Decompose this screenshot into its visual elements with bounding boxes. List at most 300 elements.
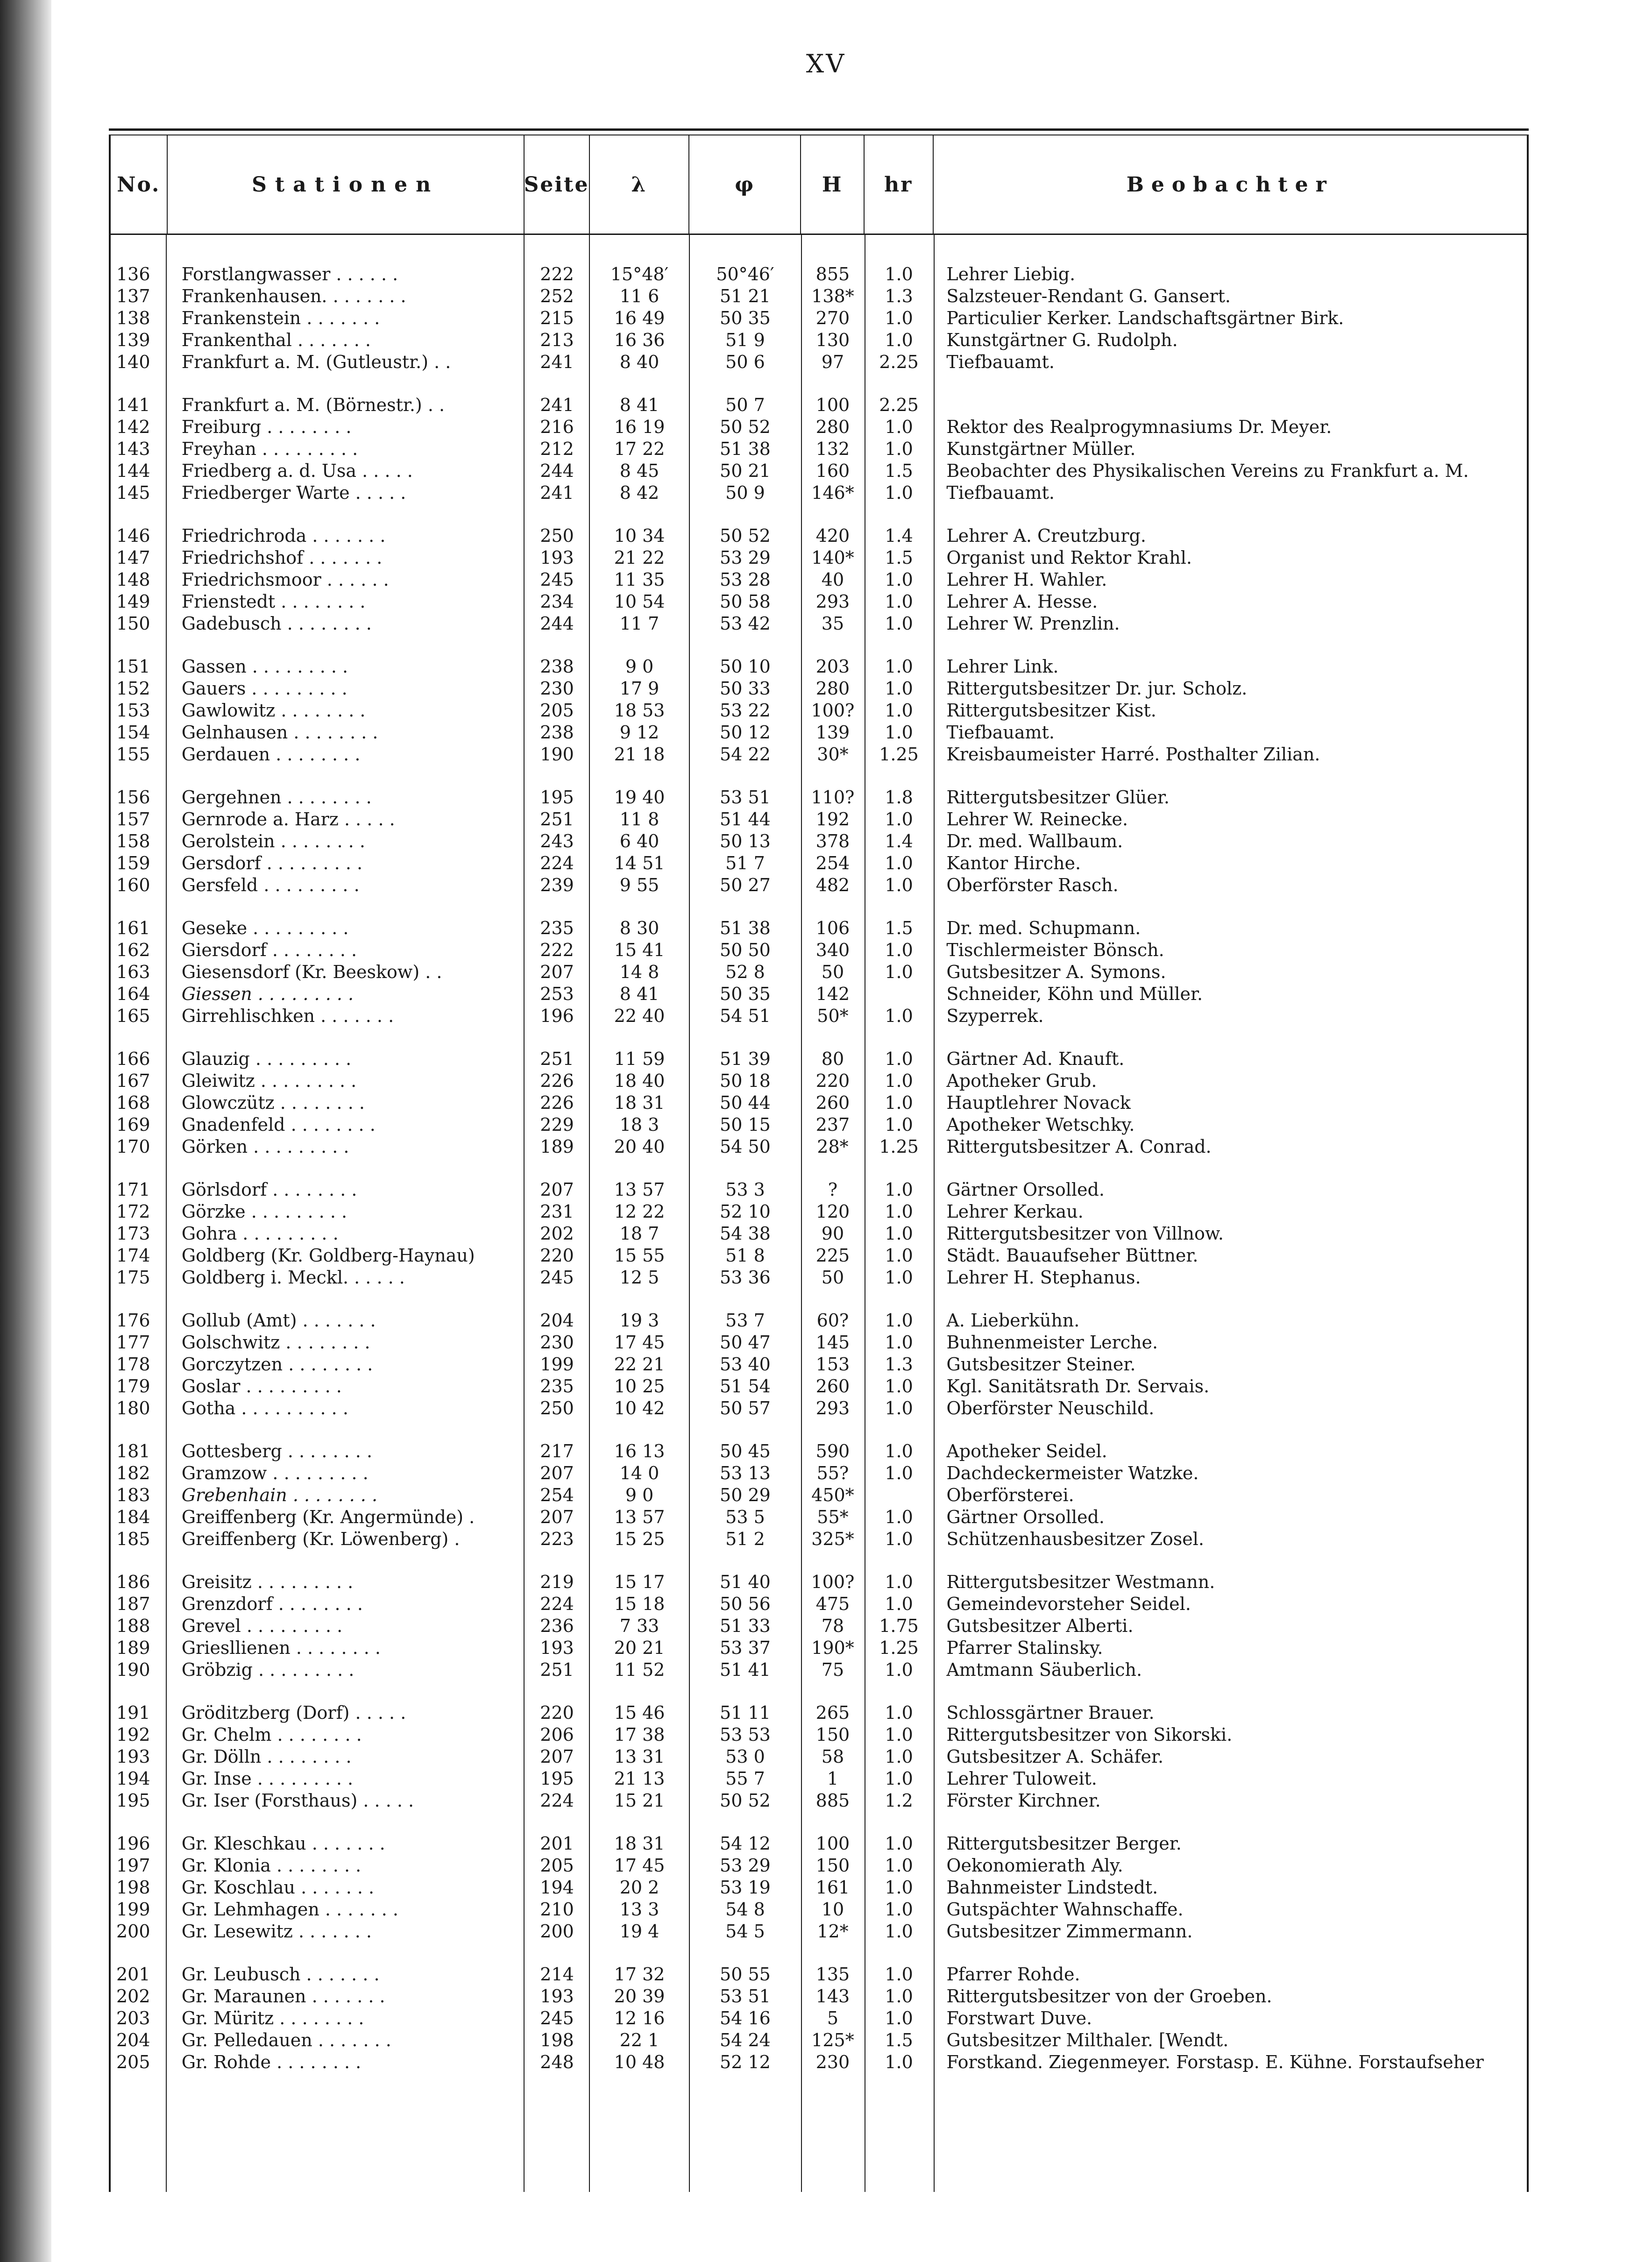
page-ref: 243	[540, 830, 574, 851]
table-row	[111, 525, 1527, 546]
height: 146*	[811, 482, 854, 503]
longitude: 13 57	[614, 1179, 665, 1200]
table-row	[111, 1593, 1527, 1615]
height: 110?	[811, 787, 855, 808]
rain-gauge-height: 1.0	[885, 1571, 913, 1592]
longitude: 22 40	[614, 1005, 665, 1026]
height: 293	[815, 1397, 850, 1418]
height: 100?	[811, 700, 855, 721]
height: 280	[815, 416, 850, 437]
row-number: 163	[116, 961, 150, 982]
observer: Gärtner Ad. Knauft.	[946, 1048, 1125, 1069]
row-number: 137	[116, 285, 150, 306]
rain-gauge-height: 1.0	[885, 939, 913, 960]
height: 30*	[817, 744, 849, 765]
longitude: 12 5	[619, 1267, 659, 1288]
row-number: 143	[116, 438, 150, 459]
height: 855	[815, 263, 850, 284]
latitude: 51 11	[720, 1702, 771, 1723]
longitude: 21 13	[614, 1768, 665, 1789]
row-number: 158	[116, 830, 150, 851]
latitude: 50 52	[720, 525, 771, 546]
height: 132	[815, 438, 850, 459]
row-group	[111, 1832, 1527, 1942]
table-row	[111, 1963, 1527, 1985]
longitude: 16 49	[614, 307, 665, 328]
observer: Organist und Rektor Krahl.	[946, 547, 1192, 568]
rain-gauge-height: 1.0	[885, 808, 913, 830]
row-group	[111, 1309, 1527, 1419]
page-ref: 235	[540, 1376, 574, 1397]
longitude: 9 0	[625, 1484, 654, 1505]
rain-gauge-height: 1.0	[885, 1702, 913, 1723]
rain-gauge-height: 1.0	[885, 329, 913, 350]
station-name: Griesllienen . . . . . . . .	[181, 1637, 381, 1658]
row-number: 177	[116, 1332, 150, 1353]
page-ref: 199	[540, 1354, 574, 1375]
table-row	[111, 590, 1527, 612]
observer: Gutspächter Wahnschaffe.	[946, 1899, 1184, 1920]
latitude: 51 21	[720, 285, 771, 306]
observer: Lehrer Tuloweit.	[946, 1768, 1097, 1789]
page-ref: 194	[540, 1877, 574, 1898]
observer: Lehrer Liebig.	[946, 263, 1076, 284]
rain-gauge-height: 1.25	[879, 1136, 919, 1157]
rain-gauge-height: 2.25	[879, 351, 919, 372]
height: 100?	[811, 1571, 855, 1592]
rain-gauge-height: 1.0	[885, 722, 913, 743]
page-ref: 220	[540, 1702, 574, 1723]
latitude: 50 29	[720, 1484, 771, 1505]
observer: Lehrer W. Prenzlin.	[946, 613, 1120, 634]
page-ref: 216	[540, 416, 574, 437]
row-number: 161	[116, 917, 150, 938]
station-name: Gr. Leubusch . . . . . . .	[181, 1964, 380, 1985]
row-number: 159	[116, 852, 150, 873]
rain-gauge-height: 1.0	[885, 656, 913, 677]
table-row	[111, 1854, 1527, 1876]
height: 135	[815, 1964, 850, 1985]
rain-gauge-height: 1.0	[885, 1332, 913, 1353]
table-row	[111, 546, 1527, 568]
latitude: 54 16	[720, 2007, 771, 2028]
table-row	[111, 1375, 1527, 1397]
latitude: 53 19	[720, 1877, 771, 1898]
column-divider	[524, 235, 525, 2192]
longitude: 18 40	[614, 1070, 665, 1091]
table-row	[111, 1876, 1527, 1898]
station-name: Friedberger Warte . . . . .	[181, 482, 406, 503]
row-number: 202	[116, 1985, 150, 2007]
page-ref: 226	[540, 1092, 574, 1113]
longitude: 12 22	[614, 1201, 665, 1222]
row-number: 195	[116, 1790, 150, 1811]
longitude: 17 45	[614, 1855, 665, 1876]
table-row	[111, 263, 1527, 285]
observer: Gutsbesitzer A. Symons.	[946, 961, 1166, 982]
rain-gauge-height: 1.4	[885, 525, 913, 546]
station-name: Frienstedt . . . . . . . .	[181, 591, 366, 612]
latitude: 54 22	[720, 744, 771, 765]
table-row	[111, 1702, 1527, 1723]
station-name: Frankenhausen. . . . . . . .	[181, 285, 406, 306]
height: 325*	[811, 1528, 854, 1549]
rain-gauge-height: 1.0	[885, 1267, 913, 1288]
table-row	[111, 1985, 1527, 2007]
latitude: 50 58	[720, 591, 771, 612]
longitude: 11 52	[614, 1659, 665, 1680]
observer: Szyperrek.	[946, 1005, 1044, 1026]
observer: Apotheker Wetschky.	[946, 1114, 1135, 1135]
rain-gauge-height: 1.0	[885, 1092, 913, 1113]
page-ref: 207	[540, 1179, 574, 1200]
height: 450*	[811, 1484, 854, 1505]
latitude: 54 24	[720, 2029, 771, 2050]
longitude: 8 45	[619, 460, 659, 481]
rain-gauge-height: 1.0	[885, 307, 913, 328]
table-row	[111, 1898, 1527, 1920]
height: 138*	[811, 285, 854, 306]
table-row	[111, 1309, 1527, 1331]
longitude: 9 55	[619, 874, 659, 895]
longitude: 22 1	[619, 2029, 659, 2050]
page-ref: 226	[540, 1070, 574, 1091]
row-number: 144	[116, 460, 150, 481]
station-name: Gröditzberg (Dorf) . . . . .	[181, 1702, 406, 1723]
row-group	[111, 1963, 1527, 2073]
observer: Rittergutsbesitzer von der Groeben.	[946, 1985, 1272, 2007]
station-name: Gr. Koschlau . . . . . . .	[181, 1877, 375, 1898]
column-divider	[166, 235, 167, 2192]
header-hr: hr	[865, 135, 934, 234]
row-number: 145	[116, 482, 150, 503]
latitude: 52 12	[720, 2051, 771, 2072]
row-number: 168	[116, 1092, 150, 1113]
page-ref: 207	[540, 961, 574, 982]
row-number: 162	[116, 939, 150, 960]
header-lambda: λ	[590, 135, 689, 234]
stations-table	[109, 128, 1529, 2192]
table-row	[111, 699, 1527, 721]
row-number: 179	[116, 1376, 150, 1397]
row-number: 153	[116, 700, 150, 721]
height: 161	[815, 1877, 850, 1898]
page-ref: 238	[540, 656, 574, 677]
station-name: Golschwitz . . . . . . . .	[181, 1332, 370, 1353]
station-name: Görken . . . . . . . . .	[181, 1136, 349, 1157]
station-name: Giesensdorf (Kr. Beeskow) . .	[181, 961, 442, 982]
latitude: 50 27	[720, 874, 771, 895]
longitude: 18 53	[614, 700, 665, 721]
rain-gauge-height: 1.0	[885, 1855, 913, 1876]
table-row	[111, 1789, 1527, 1811]
longitude: 18 3	[619, 1114, 659, 1135]
page-ref: 217	[540, 1440, 574, 1461]
table-row	[111, 1767, 1527, 1789]
page-ref: 241	[540, 351, 574, 372]
page-ref: 193	[540, 547, 574, 568]
latitude: 50 47	[720, 1332, 771, 1353]
latitude: 51 2	[725, 1528, 765, 1549]
page-ref: 193	[540, 1637, 574, 1658]
page-ref: 244	[540, 460, 574, 481]
latitude: 50 9	[725, 482, 765, 503]
rain-gauge-height: 1.3	[885, 285, 913, 306]
page-ref: 250	[540, 525, 574, 546]
table-row	[111, 1178, 1527, 1200]
longitude: 21 22	[614, 547, 665, 568]
height: 10	[821, 1899, 844, 1920]
observer: Forstkand. Ziegenmeyer. Forstasp. E. Kühne. Forstaufseher	[946, 2051, 1484, 2072]
table-row	[111, 2029, 1527, 2051]
page-ref: 252	[540, 285, 574, 306]
row-number: 192	[116, 1724, 150, 1745]
observer: Städt. Bauaufseher Büttner.	[946, 1245, 1198, 1266]
observer: Dachdeckermeister Watzke.	[946, 1462, 1199, 1483]
table-row	[111, 1571, 1527, 1593]
rain-gauge-height: 1.0	[885, 613, 913, 634]
row-number: 164	[116, 983, 150, 1004]
observer: Kreisbaumeister Harré. Posthalter Zilian.	[946, 744, 1320, 765]
observer: Lehrer Kerkau.	[946, 1201, 1084, 1222]
row-number: 147	[116, 547, 150, 568]
latitude: 50 52	[720, 1790, 771, 1811]
page-ref: 224	[540, 1593, 574, 1614]
row-group	[111, 1702, 1527, 1811]
longitude: 17 9	[619, 678, 659, 699]
observer: Schneider, Köhn und Müller.	[946, 983, 1203, 1004]
table-row	[111, 1244, 1527, 1266]
page-ref: 219	[540, 1571, 574, 1592]
station-name: Goldberg (Kr. Goldberg-Haynau)	[181, 1245, 475, 1266]
rain-gauge-height: 1.0	[885, 1985, 913, 2007]
latitude: 50 12	[720, 722, 771, 743]
page-ref: 245	[540, 2007, 574, 2028]
table-row	[111, 1615, 1527, 1637]
page-ref: 193	[540, 1985, 574, 2007]
latitude: 54 38	[720, 1223, 771, 1244]
latitude: 50 18	[720, 1070, 771, 1091]
page-ref: 230	[540, 678, 574, 699]
page-ref: 196	[540, 1005, 574, 1026]
table-row	[111, 852, 1527, 874]
observer: A. Lieberkühn.	[946, 1310, 1080, 1331]
height: 139	[815, 722, 850, 743]
page-ref: 222	[540, 939, 574, 960]
observer: Lehrer A. Creutzburg.	[946, 525, 1146, 546]
rain-gauge-height: 1.0	[885, 1899, 913, 1920]
longitude: 16 36	[614, 329, 665, 350]
latitude: 54 5	[725, 1921, 765, 1942]
table-row	[111, 1070, 1527, 1092]
longitude: 8 41	[619, 394, 659, 415]
height: 78	[821, 1615, 844, 1636]
observer: Schützenhausbesitzer Zosel.	[946, 1528, 1204, 1549]
rain-gauge-height: 1.0	[885, 874, 913, 895]
longitude: 19 40	[614, 787, 665, 808]
row-number: 150	[116, 613, 150, 634]
table-header	[109, 135, 1529, 235]
row-number: 139	[116, 329, 150, 350]
observer: Kantor Hirche.	[946, 852, 1081, 873]
longitude: 16 19	[614, 416, 665, 437]
observer: Rektor des Realprogymnasiums Dr. Meyer.	[946, 416, 1332, 437]
table-row	[111, 1331, 1527, 1353]
height: 237	[815, 1114, 850, 1135]
latitude: 53 22	[720, 700, 771, 721]
latitude: 51 39	[720, 1048, 771, 1069]
rain-gauge-height: 1.2	[885, 1790, 913, 1811]
latitude: 50 50	[720, 939, 771, 960]
longitude: 22 21	[614, 1354, 665, 1375]
row-number: 189	[116, 1637, 150, 1658]
longitude: 15 18	[614, 1593, 665, 1614]
row-number: 182	[116, 1462, 150, 1483]
page-ref: 201	[540, 1833, 574, 1854]
longitude: 20 2	[619, 1877, 659, 1898]
table-row	[111, 1135, 1527, 1157]
header-h: H	[801, 135, 865, 234]
rain-gauge-height: 1.0	[885, 416, 913, 437]
table-row	[111, 1920, 1527, 1942]
page-ref: 251	[540, 1048, 574, 1069]
height: 130	[815, 329, 850, 350]
longitude: 19 3	[619, 1310, 659, 1331]
page-ref: 239	[540, 874, 574, 895]
table-row	[111, 1637, 1527, 1659]
latitude: 50 44	[720, 1092, 771, 1113]
longitude: 16 13	[614, 1440, 665, 1461]
longitude: 14 0	[619, 1462, 659, 1483]
table-row	[111, 307, 1527, 329]
longitude: 17 45	[614, 1332, 665, 1353]
station-name: Gerdauen . . . . . . . .	[181, 744, 361, 765]
table-row	[111, 1659, 1527, 1681]
station-name: Freyhan . . . . . . . . .	[181, 438, 358, 459]
rain-gauge-height: 1.0	[885, 1833, 913, 1854]
page-ref: 195	[540, 787, 574, 808]
table-row	[111, 1200, 1527, 1222]
row-group	[111, 786, 1527, 896]
row-number: 171	[116, 1179, 150, 1200]
row-number: 154	[116, 722, 150, 743]
observer: Oberförsterei.	[946, 1484, 1074, 1505]
table-row	[111, 1745, 1527, 1767]
station-name: Grenzdorf . . . . . . . .	[181, 1593, 363, 1614]
latitude: 53 28	[720, 569, 771, 590]
row-number: 196	[116, 1833, 150, 1854]
row-number: 140	[116, 351, 150, 372]
height: 340	[815, 939, 850, 960]
longitude: 18 31	[614, 1092, 665, 1113]
rain-gauge-height: 1.0	[885, 1877, 913, 1898]
observer: Lehrer H. Wahler.	[946, 569, 1107, 590]
row-number: 187	[116, 1593, 150, 1614]
page-ref: 210	[540, 1899, 574, 1920]
rain-gauge-height: 1.0	[885, 1376, 913, 1397]
observer: Gutsbesitzer Milthaler. [Wendt.	[946, 2029, 1229, 2050]
row-number: 141	[116, 394, 150, 415]
latitude: 53 51	[720, 1985, 771, 2007]
table-row	[111, 1266, 1527, 1288]
height: 5	[827, 2007, 839, 2028]
height: 590	[815, 1440, 850, 1461]
station-name: Gerolstein . . . . . . . .	[181, 830, 365, 851]
header-stationen: Stationen	[168, 135, 525, 234]
rain-gauge-height: 1.0	[885, 1506, 913, 1527]
row-number: 166	[116, 1048, 150, 1069]
longitude: 13 57	[614, 1506, 665, 1527]
observer: Rittergutsbesitzer Glüer.	[946, 787, 1170, 808]
table-row	[111, 1528, 1527, 1550]
observer: Amtmann Säuberlich.	[946, 1659, 1142, 1680]
rain-gauge-height: 1.75	[879, 1615, 919, 1636]
station-name: Görlsdorf . . . . . . . .	[181, 1179, 357, 1200]
page-ref: 202	[540, 1223, 574, 1244]
observer: Lehrer H. Stephanus.	[946, 1267, 1141, 1288]
height: 60?	[816, 1310, 849, 1331]
height: 1	[827, 1768, 839, 1789]
rain-gauge-height: 1.0	[885, 1964, 913, 1985]
latitude: 51 8	[725, 1245, 765, 1266]
latitude: 50°46′	[716, 263, 774, 284]
observer: Bahnmeister Lindstedt.	[946, 1877, 1158, 1898]
observer: Gärtner Orsolled.	[946, 1179, 1105, 1200]
table-row	[111, 655, 1527, 677]
station-name: Grevel . . . . . . . . .	[181, 1615, 343, 1636]
longitude: 10 42	[614, 1397, 665, 1418]
header-beobachter: Beobachter	[1126, 172, 1334, 197]
table-row	[111, 1723, 1527, 1745]
table-row	[111, 874, 1527, 896]
latitude: 50 56	[720, 1593, 771, 1614]
observer: Tiefbauamt.	[946, 351, 1055, 372]
station-name: Gernrode a. Harz . . . . .	[181, 808, 395, 830]
latitude: 52 10	[720, 1201, 771, 1222]
page-ref: 224	[540, 1790, 574, 1811]
station-name: Gauers . . . . . . . . .	[181, 678, 347, 699]
station-name: Glauzig . . . . . . . . .	[181, 1048, 352, 1069]
height: 230	[815, 2051, 850, 2072]
station-name: Gramzow . . . . . . . . .	[181, 1462, 369, 1483]
station-name: Gnadenfeld . . . . . . . .	[181, 1114, 376, 1135]
latitude: 51 54	[720, 1376, 771, 1397]
height: 120	[815, 1201, 850, 1222]
row-number: 201	[116, 1964, 150, 1985]
table-row	[111, 743, 1527, 765]
table-row	[111, 482, 1527, 503]
longitude: 13 3	[619, 1899, 659, 1920]
table-row	[111, 2051, 1527, 2073]
longitude: 19 4	[619, 1921, 659, 1942]
longitude: 17 38	[614, 1724, 665, 1745]
rain-gauge-height: 1.25	[879, 744, 919, 765]
observer: Tiefbauamt.	[946, 482, 1055, 503]
height: 192	[815, 808, 850, 830]
latitude: 53 29	[720, 547, 771, 568]
page-ref: 254	[540, 1484, 574, 1505]
latitude: 51 9	[725, 329, 765, 350]
height: 143	[815, 1985, 850, 2007]
height: 100	[815, 1833, 850, 1854]
height: 190*	[811, 1637, 854, 1658]
station-name: Friedrichroda . . . . . . .	[181, 525, 386, 546]
observer: Schlossgärtner Brauer.	[946, 1702, 1155, 1723]
latitude: 51 7	[725, 852, 765, 873]
rain-gauge-height: 1.4	[885, 830, 913, 851]
station-name: Goldberg i. Meckl. . . . . .	[181, 1267, 405, 1288]
row-group	[111, 917, 1527, 1027]
